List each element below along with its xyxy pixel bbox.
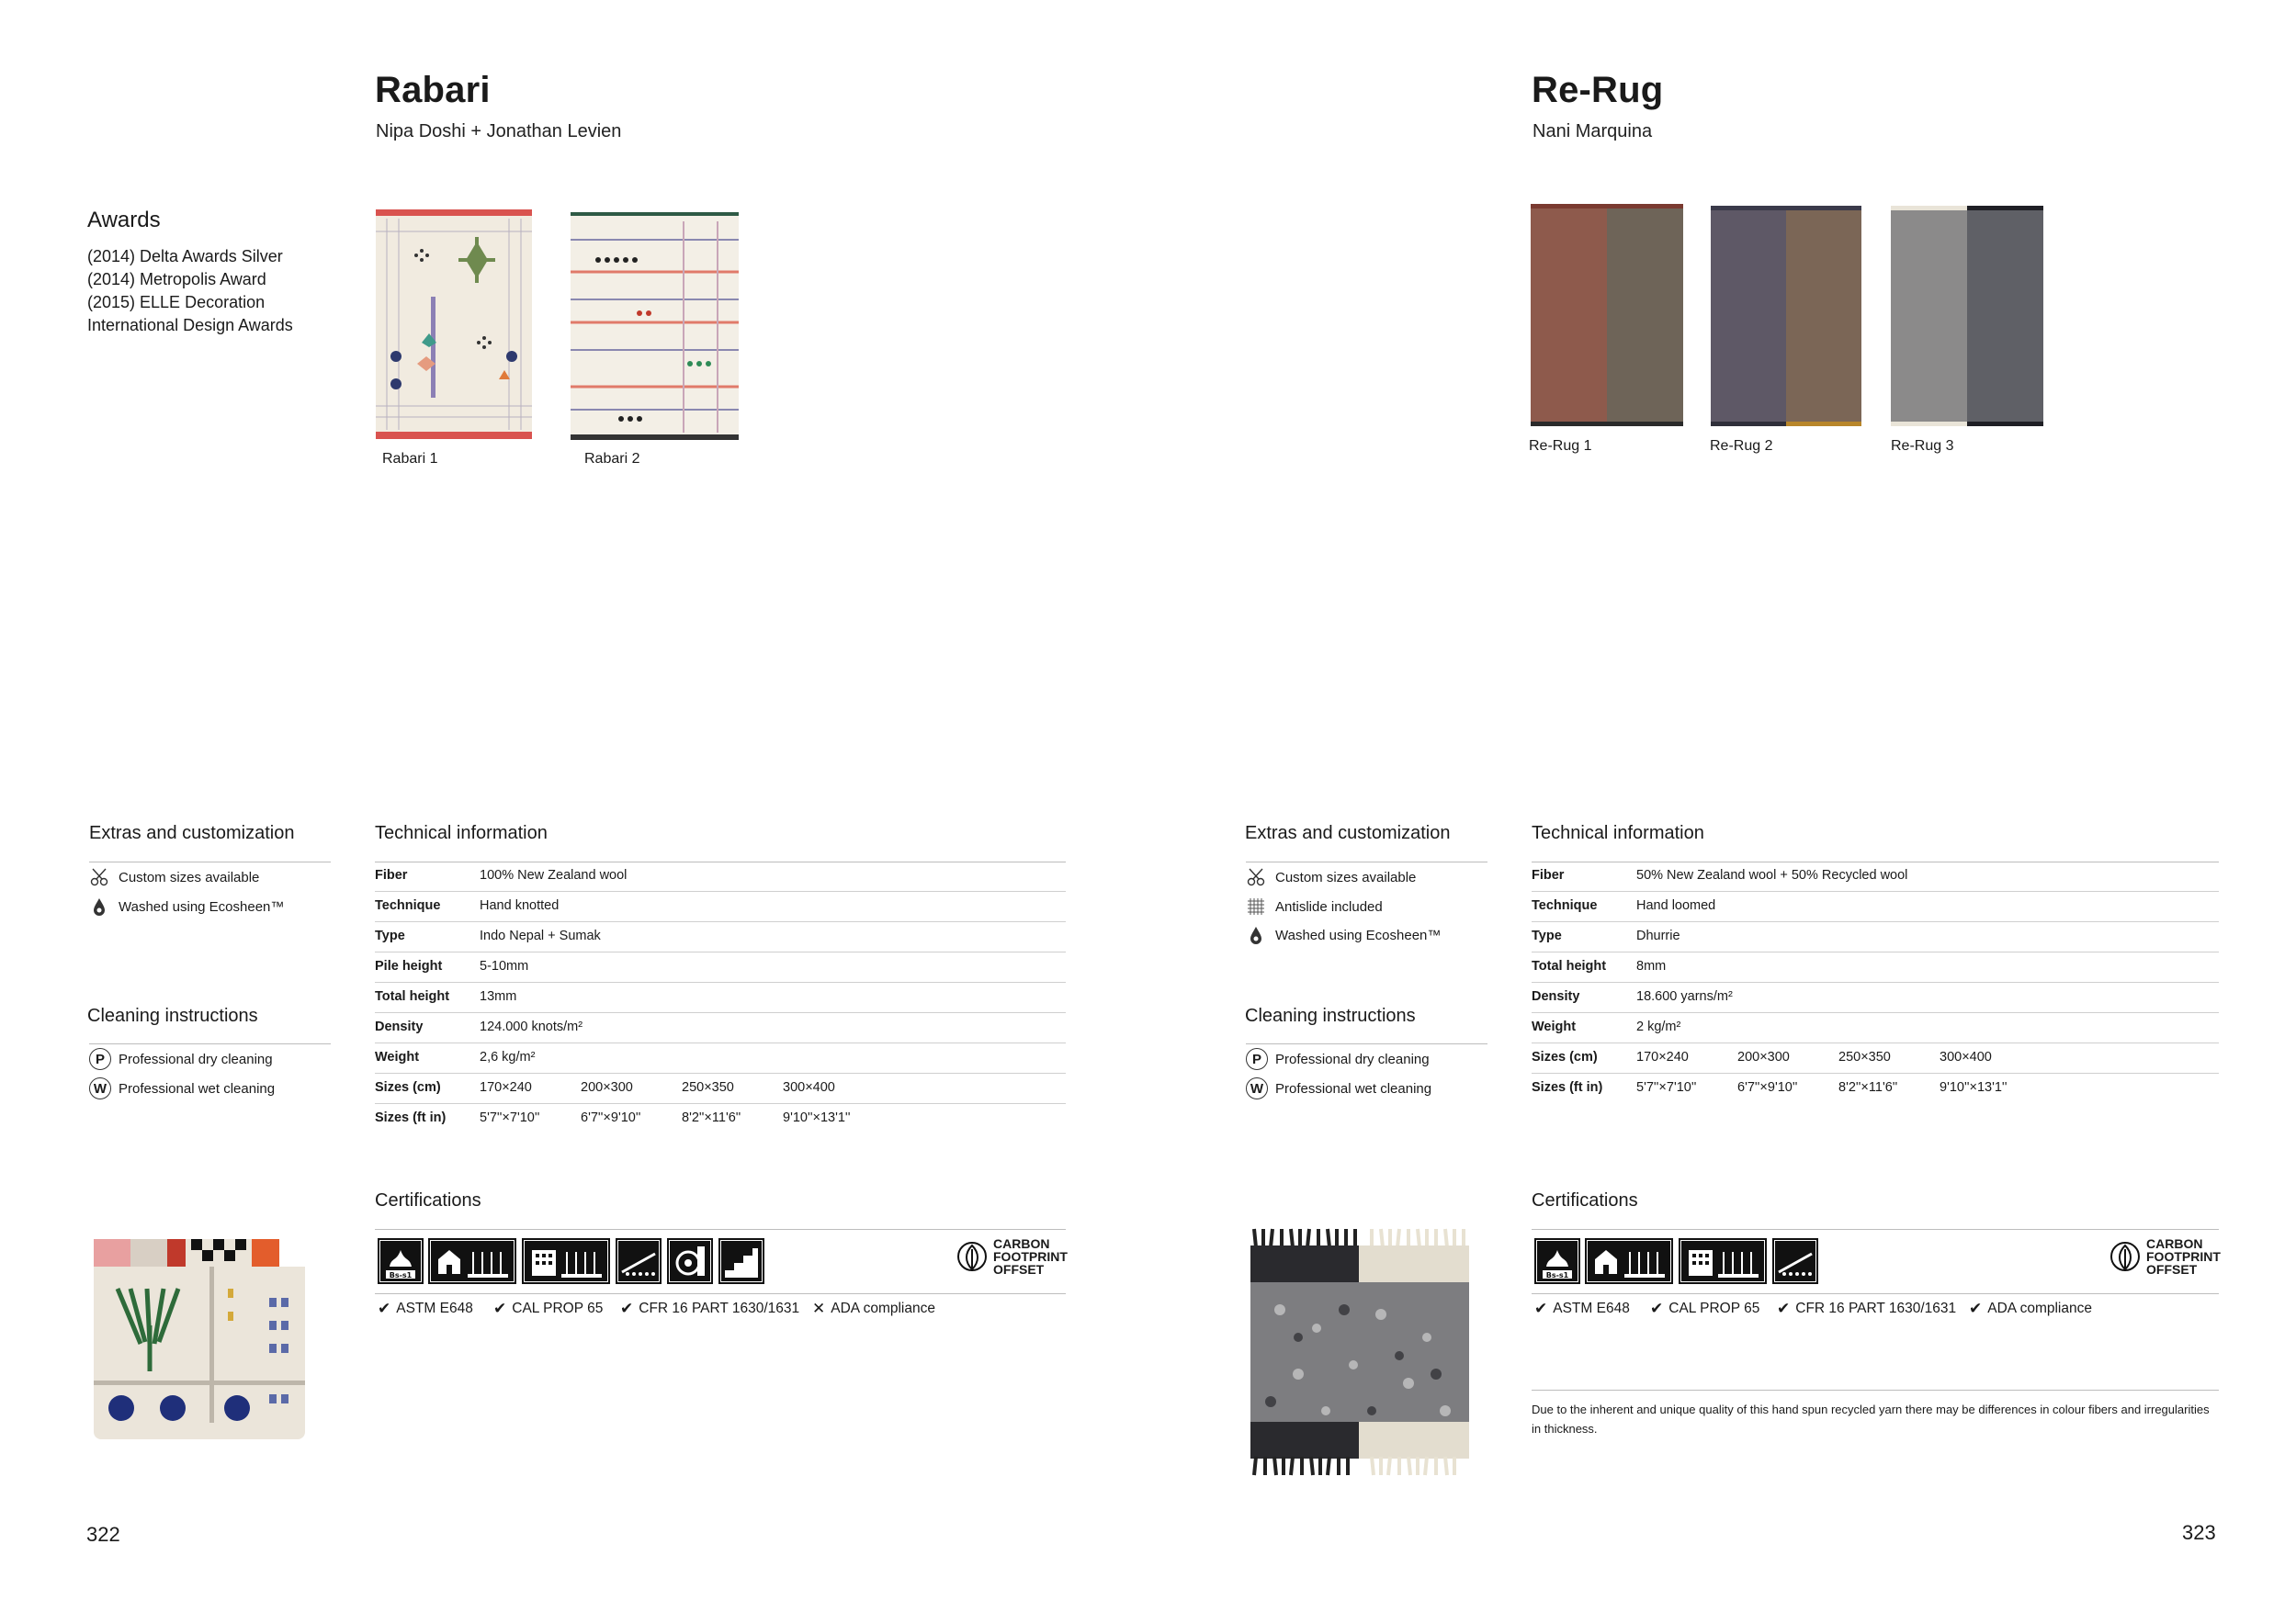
- size-value: 170×240: [1636, 1050, 1689, 1065]
- tech-label: Density: [375, 1020, 424, 1034]
- awards-list: [87, 245, 293, 337]
- tech-row: [1532, 1013, 2219, 1043]
- scissors-icon: [89, 867, 109, 887]
- dry-clean-icon: P: [89, 1048, 111, 1070]
- page-number: 323: [2182, 1521, 2216, 1544]
- size-value: 6'7''×9'10'': [581, 1110, 641, 1125]
- tech-row-sizes-ft: [1532, 1074, 2219, 1104]
- size-value: 8'2''×11'6'': [1838, 1080, 1898, 1095]
- tech-value: 18.600 yarns/m²: [1636, 989, 1733, 1004]
- extra-item: [1246, 865, 1416, 889]
- divider: [1532, 1293, 2219, 1294]
- re-rug-swatch-image[interactable]: [1243, 1227, 1476, 1477]
- check-icon: ✔: [493, 1300, 507, 1317]
- re-rug-1: [1531, 204, 1683, 426]
- cert-label: CAL PROP 65: [1668, 1301, 1760, 1316]
- tech-label: Sizes (cm): [1532, 1050, 1598, 1065]
- ecosheen-drop-icon: [89, 896, 109, 917]
- castor-chair-icon: [616, 1238, 662, 1284]
- tech-label: Weight: [375, 1050, 420, 1065]
- rabari-1-rug: [376, 209, 532, 439]
- tech-row-sizes-cm: [1532, 1043, 2219, 1074]
- tech-value: Hand knotted: [480, 898, 560, 913]
- leaf-icon: [956, 1236, 988, 1277]
- wet-clean-icon: W: [1246, 1077, 1268, 1099]
- cert-check: [812, 1300, 935, 1318]
- tech-row: [375, 922, 1066, 952]
- awards-heading: Awards: [87, 208, 161, 232]
- cert-label: ADA compliance: [831, 1301, 935, 1316]
- divider: [89, 1043, 331, 1044]
- rabari-2-image[interactable]: [571, 212, 739, 440]
- cert-label: CFR 16 PART 1630/1631: [639, 1301, 800, 1316]
- tech-label: Total height: [375, 989, 450, 1004]
- tech-row: [1532, 983, 2219, 1013]
- cert-label: CAL PROP 65: [512, 1301, 604, 1316]
- cleaning-heading: Cleaning instructions: [1245, 1006, 1416, 1026]
- size-value: 8'2''×11'6'': [682, 1110, 741, 1125]
- cleaning-item: [89, 1076, 275, 1100]
- certifications-heading: Certifications: [1532, 1190, 1638, 1211]
- scissors-icon: [1246, 867, 1266, 887]
- check-icon: ✔: [1777, 1300, 1791, 1317]
- tech-label: Sizes (ft in): [1532, 1080, 1603, 1095]
- tech-value: 13mm: [480, 989, 517, 1004]
- divider: [375, 1229, 1066, 1230]
- tech-row: [1532, 892, 2219, 922]
- size-value: 250×350: [682, 1080, 734, 1095]
- cert-check: [1534, 1300, 1630, 1318]
- extra-label: Washed using Ecosheen™: [119, 898, 285, 915]
- size-value: 170×240: [480, 1080, 532, 1095]
- extra-item: [1246, 923, 1441, 947]
- tech-table: [375, 862, 1066, 1137]
- award-line: (2015) ELLE Decoration: [87, 293, 266, 311]
- caption-re-rug-1: Re-Rug 1: [1529, 438, 1592, 454]
- svg-text:Bs-s1: Bs-s1: [1545, 1271, 1569, 1279]
- tech-row: [1532, 862, 2219, 892]
- cert-label: ADA compliance: [1987, 1301, 2092, 1316]
- cleaning-heading: Cleaning instructions: [87, 1006, 258, 1026]
- re-rug-3: [1891, 206, 2043, 426]
- tech-row: [375, 952, 1066, 983]
- re-rug-swatch: [1243, 1227, 1476, 1477]
- carbon-line: OFFSET: [993, 1262, 1045, 1277]
- size-value: 9'10''×13'1'': [783, 1110, 851, 1125]
- check-icon: ✔: [1650, 1300, 1664, 1317]
- check-icon: ✔: [378, 1300, 391, 1317]
- cert-check: [1969, 1300, 2092, 1318]
- re-rug-2: [1711, 206, 1861, 426]
- cleaning-label: Professional dry cleaning: [1275, 1051, 1430, 1067]
- extra-item: [89, 865, 259, 889]
- cleaning-label: Professional wet cleaning: [1275, 1080, 1432, 1097]
- tech-label: Sizes (ft in): [375, 1110, 447, 1125]
- size-value: 200×300: [581, 1080, 633, 1095]
- certifications-heading: Certifications: [375, 1190, 481, 1211]
- extra-label: Antislide included: [1275, 898, 1383, 915]
- size-value: 300×400: [783, 1080, 835, 1095]
- carbon-line: CARBON: [2146, 1236, 2203, 1251]
- tech-label: Total height: [1532, 959, 1607, 974]
- tech-row: [375, 892, 1066, 922]
- size-value: 250×350: [1838, 1050, 1891, 1065]
- divider: [1246, 1043, 1487, 1044]
- rabari-swatch-image[interactable]: [90, 1234, 309, 1445]
- tech-row: [375, 983, 1066, 1013]
- cert-check: [378, 1300, 473, 1318]
- ecosheen-drop-icon: [1246, 925, 1266, 945]
- tech-value: Hand loomed: [1636, 898, 1716, 913]
- tech-value: 2,6 kg/m²: [480, 1050, 536, 1065]
- extras-heading: Extras and customization: [89, 823, 295, 843]
- carbon-line: OFFSET: [2146, 1262, 2198, 1277]
- caption-rabari-1: Rabari 1: [382, 451, 438, 467]
- extra-item: [1246, 895, 1383, 919]
- cleaning-item: [1246, 1076, 1431, 1100]
- tech-value: Dhurrie: [1636, 929, 1680, 943]
- page-number: 322: [86, 1523, 120, 1546]
- bs-st-fire-icon: [1534, 1238, 1580, 1284]
- underfloor-heating-icon: [667, 1238, 713, 1284]
- divider: [375, 1293, 1066, 1294]
- rabari-2-rug: [571, 212, 739, 440]
- tech-row: [375, 1043, 1066, 1074]
- dry-clean-icon: P: [1246, 1048, 1268, 1070]
- yarn-note: Due to the inherent and unique quality of this hand spun recycled yarn there may be differences in colour fibers and irregularities in thickness.: [1532, 1403, 2210, 1436]
- leaf-icon: [2109, 1236, 2141, 1277]
- carbon-line: CARBON: [993, 1236, 1050, 1251]
- wet-clean-icon: W: [89, 1077, 111, 1099]
- commercial-use-icon: [522, 1238, 610, 1284]
- size-value: 9'10''×13'1'': [1940, 1080, 2008, 1095]
- grid-icon: [1246, 896, 1266, 917]
- tech-label: Type: [1532, 929, 1562, 943]
- tech-row: [1532, 922, 2219, 952]
- divider: [1532, 1390, 2219, 1391]
- tech-value: 50% New Zealand wool + 50% Recycled wool: [1636, 868, 1908, 883]
- tech-label: Fiber: [375, 868, 408, 883]
- tech-label: Technique: [375, 898, 441, 913]
- designer-name: Nipa Doshi + Jonathan Levien: [376, 121, 622, 141]
- svg-text:Bs-s1: Bs-s1: [389, 1271, 413, 1279]
- extra-label: Custom sizes available: [1275, 869, 1417, 885]
- caption-re-rug-2: Re-Rug 2: [1710, 438, 1773, 454]
- carbon-offset-badge: [956, 1236, 1068, 1277]
- caption-re-rug-3: Re-Rug 3: [1891, 438, 1954, 454]
- size-value: 6'7''×9'10'': [1737, 1080, 1798, 1095]
- check-icon: ✔: [620, 1300, 634, 1317]
- tech-value: Indo Nepal + Sumak: [480, 929, 601, 943]
- check-icon: ✔: [1534, 1300, 1548, 1317]
- divider: [1532, 1229, 2219, 1230]
- cleaning-item: [1246, 1047, 1430, 1071]
- bs-st-fire-icon: [378, 1238, 424, 1284]
- tech-value: 8mm: [1636, 959, 1667, 974]
- stairs-icon: [718, 1238, 764, 1284]
- carbon-line: FOOTPRINT: [993, 1249, 1068, 1264]
- tech-row-sizes-ft: [375, 1104, 1066, 1134]
- cert-check: [1777, 1300, 1956, 1318]
- cert-label: CFR 16 PART 1630/1631: [1795, 1301, 1957, 1316]
- castor-chair-icon: [1772, 1238, 1818, 1284]
- residential-use-icon: [1585, 1238, 1673, 1284]
- cleaning-label: Professional dry cleaning: [119, 1051, 273, 1067]
- tech-row-sizes-cm: [375, 1074, 1066, 1104]
- cert-check: [1650, 1300, 1759, 1318]
- check-icon: ✔: [1969, 1300, 1983, 1317]
- rabari-swatch: [90, 1234, 309, 1445]
- commercial-use-icon: [1679, 1238, 1767, 1284]
- re-rug-2-image[interactable]: [1711, 206, 1861, 426]
- tech-value: 124.000 knots/m²: [480, 1020, 583, 1034]
- carbon-offset-badge: [2109, 1236, 2221, 1277]
- designer-name: Nani Marquina: [1533, 121, 1653, 141]
- tech-label: Sizes (cm): [375, 1080, 441, 1095]
- tech-label: Technique: [1532, 898, 1598, 913]
- residential-use-icon: [428, 1238, 516, 1284]
- cert-label: ASTM E648: [396, 1301, 473, 1316]
- product-title-re-rug: Re-Rug: [1532, 70, 1664, 110]
- cross-icon: ✕: [812, 1300, 826, 1317]
- tech-label: Type: [375, 929, 405, 943]
- cert-label: ASTM E648: [1553, 1301, 1630, 1316]
- award-line: (2014) Metropolis Award: [87, 270, 266, 288]
- award-line: International Design Awards: [87, 316, 293, 334]
- tech-row: [1532, 952, 2219, 983]
- cleaning-label: Professional wet cleaning: [119, 1080, 276, 1097]
- tech-value: 5-10mm: [480, 959, 529, 974]
- award-line: (2014) Delta Awards Silver: [87, 247, 283, 265]
- extra-label: Custom sizes available: [119, 869, 260, 885]
- tech-row: [375, 1013, 1066, 1043]
- size-value: 5'7''×7'10'': [1636, 1080, 1697, 1095]
- tech-label: Fiber: [1532, 868, 1565, 883]
- technical-heading: Technical information: [375, 823, 548, 843]
- extra-label: Washed using Ecosheen™: [1275, 927, 1442, 943]
- product-title-rabari: Rabari: [375, 70, 491, 110]
- cleaning-item: [89, 1047, 273, 1071]
- caption-rabari-2: Rabari 2: [584, 451, 640, 467]
- tech-row: [375, 862, 1066, 892]
- extra-item: [89, 895, 284, 919]
- tech-table: [1532, 862, 2219, 1110]
- size-value: 200×300: [1737, 1050, 1790, 1065]
- technical-heading: Technical information: [1532, 823, 1704, 843]
- rabari-1-image[interactable]: [376, 209, 532, 439]
- re-rug-1-image[interactable]: [1531, 204, 1683, 426]
- carbon-line: FOOTPRINT: [2146, 1249, 2221, 1264]
- re-rug-3-image[interactable]: [1891, 206, 2043, 426]
- tech-label: Pile height: [375, 959, 443, 974]
- tech-label: Weight: [1532, 1020, 1577, 1034]
- size-value: 300×400: [1940, 1050, 1992, 1065]
- cert-check: [620, 1300, 799, 1318]
- tech-value: 2 kg/m²: [1636, 1020, 1681, 1034]
- tech-value: 100% New Zealand wool: [480, 868, 628, 883]
- extras-heading: Extras and customization: [1245, 823, 1451, 843]
- cert-check: [493, 1300, 603, 1318]
- tech-label: Density: [1532, 989, 1580, 1004]
- size-value: 5'7''×7'10'': [480, 1110, 540, 1125]
